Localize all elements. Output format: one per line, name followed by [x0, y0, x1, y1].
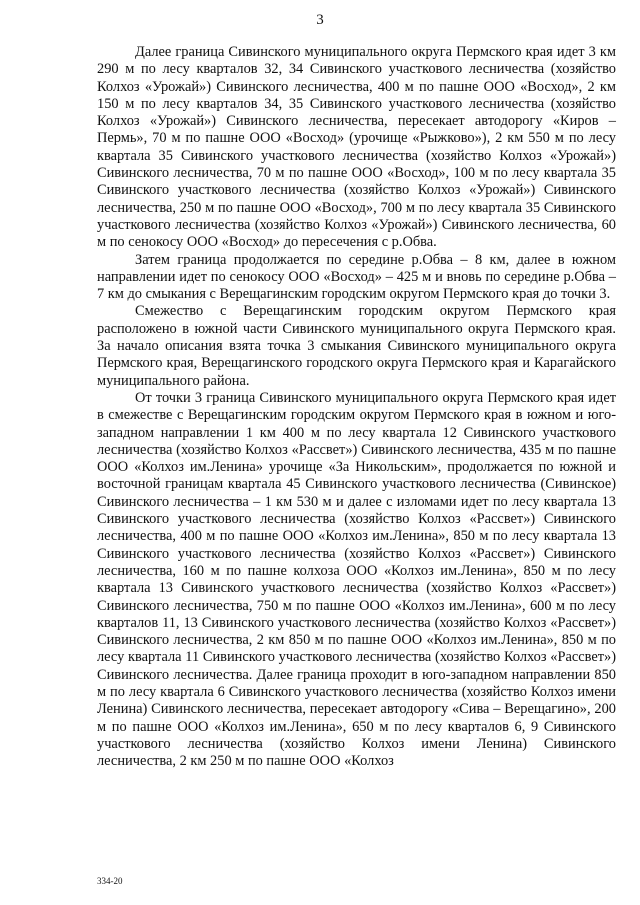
paragraph-1: Далее граница Сивинского муниципального округа Пермского края идет 3 км 290 м по лесу кварталов 32, 34 Сивинского участкового лесничества (хозяйство Колхоз «Урожай») Сивинского лесничества, 400 м по пашне ООО «Восход», 2 км 150 м по лесу кварталов 34, 35 Сивинского участкового лесничества (хозяйство Колхоз «Урожай») Сивинского лесничества, пересекает автодорогу «Киров – Пермь», 70 м по пашне ООО «Восход» (урочище «Рыжково»), 2 км 550 м по лесу квартала 35 Сивинского участкового лесничества (хозяйство Колхоз «Урожай») Сивинского лесничества, 70 м по пашне ООО «Восход», 100 м по лесу квартала 35 Сивинского участкового лесничества (хозяйство Колхоз «Урожай») Сивинского лесничества, 250 м по пашне ООО «Восход», 700 м по лесу квартала 35 Сивинского участкового лесничества (хозяйство Колхоз «Урожай») Сивинского лесничества, 60 м по сенокосу ООО «Восход» до пересечения с р.Обва. [97, 44, 616, 251]
footer-document-code: 334-20 [97, 876, 123, 886]
document-body [97, 44, 616, 770]
page-number: 3 [316, 12, 324, 28]
paragraph-2: Затем граница продолжается по середине р.Обва – 8 км, далее в южном направлении идет по сенокосу ООО «Восход» – 425 м и вновь по середине р.Обва – 7 км до смыкания с Верещагинским городским округом Пермского края до точки 3. [97, 251, 616, 303]
paragraph-3: Смежество с Верещагинским городским округом Пермского края расположено в южной части Сивинского муниципального округа Пермского края. За начало описания взята точка 3 смыкания Сивинского муниципального округа Пермского края, Верещагинского городского округа Пермского края и Карагайского муниципального района. [97, 303, 616, 389]
paragraph-4: От точки 3 граница Сивинского муниципального округа Пермского края идет в смежестве с Верещагинским городским округом Пермского края в южном и юго-западном направлении 1 км 400 м по лесу квартала 12 Сивинского участкового лесничества (хозяйство Колхоз «Рассвет») Сивинского лесничества, 435 м по пашне ООО «Колхоз им.Ленина» урочище «За Никольским», продолжается по южной и восточной границам квартала 45 Сивинского участкового лесничества (Сивинское) Сивинского лесничества – 1 км 530 м и далее с изломами идет по лесу квартала 13 Сивинского участкового лесничества (хозяйство Колхоз «Рассвет») Сивинского лесничества, 400 м по пашне ООО «Колхоз им.Ленина», 850 м по лесу квартала 13 Сивинского участкового лесничества (хозяйство Колхоз «Рассвет») Сивинского лесничества, 160 м по пашне колхоза ООО «Колхоз им.Ленина», 850 м по лесу квартала 13 Сивинского участкового лесничества (хозяйство Колхоз «Рассвет») Сивинского лесничества, 750 м по пашне ООО «Колхоз им.Ленина», 600 м по лесу кварталов 11, 13 Сивинского участкового лесничества (хозяйство Колхоз «Рассвет») Сивинского лесничества, 2 км 850 м по пашне ООО «Колхоз им.Ленина», 850 м по лесу квартала 11 Сивинского участкового лесничества (хозяйство Колхоз «Рассвет») Сивинского лесничества. Далее граница проходит в юго-западном направлении 850 м по лесу квартала 6 Сивинского участкового лесничества (хозяйство Колхоз имени Ленина) Сивинского лесничества, пересекает автодорогу «Сива – Верещагино», 200 м по пашне ООО «Колхоз им.Ленина», 650 м по лесу кварталов 6, 9 Сивинского участкового лесничества (хозяйство Колхоз имени Ленина) Сивинского лесничества, 2 км 250 м по пашне ООО «Колхоз [97, 389, 616, 770]
